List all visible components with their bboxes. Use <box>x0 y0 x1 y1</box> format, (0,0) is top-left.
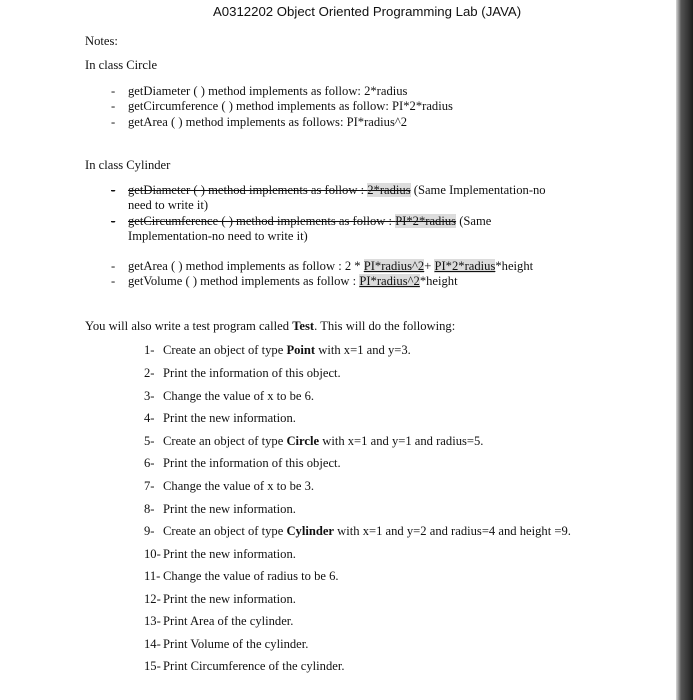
step-number: 12- <box>144 592 161 606</box>
test-step-7 <box>144 479 314 494</box>
cylinder-struck-diameter-line2: need to write it) <box>128 198 209 212</box>
struck-text: getCircumference ( ) method implements as follow : <box>128 214 396 228</box>
cylinder-heading: In class Cylinder <box>85 158 171 172</box>
struck-highlight: 2*radius <box>367 183 411 197</box>
test-step-13 <box>144 614 293 629</box>
step-text: Print the new information. <box>163 411 296 425</box>
cylinder-struck-circumference <box>128 214 491 229</box>
page-header-title: A0312202 Object Oriented Programming Lab (JAVA) <box>213 4 522 19</box>
test-step-10 <box>144 547 296 562</box>
bullet-dash: - <box>111 274 116 288</box>
step-text: Print the new information. <box>163 502 296 516</box>
circle-item-area: getArea ( ) method implements as follows: PI*radius^2 <box>128 115 408 129</box>
formula-text: getArea ( ) method implements as follow : 2 * <box>128 259 364 273</box>
test-step-4 <box>144 411 296 426</box>
page-edge-shadow <box>676 0 693 700</box>
intro-class-name: Test <box>292 319 315 333</box>
step-text: Print the information of this object. <box>163 456 341 470</box>
step-number: 6- <box>144 456 155 470</box>
struck-note: (Same <box>456 214 492 228</box>
test-step-5 <box>144 434 483 449</box>
step-text: Print Volume of the cylinder. <box>163 637 309 651</box>
step-text: Print the information of this object. <box>163 366 341 380</box>
step-text: Create an object of type <box>163 343 287 357</box>
notes-label: Notes: <box>85 34 118 48</box>
test-step-12 <box>144 592 296 607</box>
step-number: 13- <box>144 614 161 628</box>
step-number: 4- <box>144 411 155 425</box>
step-text: Print the new information. <box>163 592 296 606</box>
step-text: with x=1 and y=3. <box>315 343 411 357</box>
step-number: 8- <box>144 502 155 516</box>
step-text: Print Area of the cylinder. <box>163 614 294 628</box>
test-step-1 <box>144 343 411 358</box>
step-number: 3- <box>144 389 155 403</box>
test-step-15 <box>144 659 345 674</box>
cylinder-area-formula <box>128 259 533 274</box>
formula-highlight: PI*radius^2 <box>363 259 425 273</box>
circle-heading: In class Circle <box>85 58 158 72</box>
test-step-8 <box>144 502 296 517</box>
formula-text: getVolume ( ) method implements as follow : <box>128 274 360 288</box>
test-step-3 <box>144 389 314 404</box>
step-number: 5- <box>144 434 155 448</box>
test-intro <box>85 319 455 334</box>
bullet-dash: - <box>111 84 116 98</box>
test-step-9 <box>144 524 571 539</box>
cylinder-struck-diameter <box>128 183 546 198</box>
bullet-dash: - <box>111 115 116 129</box>
circle-item-diameter: getDiameter ( ) method implements as follow: 2*radius <box>128 84 408 98</box>
formula-text: + <box>424 259 435 273</box>
step-number: 11- <box>144 569 161 583</box>
test-step-11 <box>144 569 339 584</box>
formula-highlight: PI*2*radius <box>434 259 496 273</box>
step-type-name: Circle <box>286 434 320 448</box>
test-step-6 <box>144 456 341 471</box>
intro-text: You will also write a test program called <box>85 319 293 333</box>
step-text: with x=1 and y=1 and radius=5. <box>319 434 484 448</box>
formula-text: *height <box>419 274 458 288</box>
bullet-dash: - <box>111 183 116 197</box>
step-text: Change the value of x to be 3. <box>163 479 315 493</box>
formula-highlight: PI*radius^2 <box>359 274 420 288</box>
test-step-14 <box>144 637 308 652</box>
step-number: 9- <box>144 524 155 538</box>
intro-text: . This will do the following: <box>314 319 456 333</box>
bullet-dash: - <box>111 214 116 228</box>
step-text: Print the new information. <box>163 547 296 561</box>
step-text: Print Circumference of the cylinder. <box>163 659 345 673</box>
struck-text: getDiameter ( ) method implements as follow : <box>128 183 368 197</box>
cylinder-struck-circumference-line2: Implementation-no need to write it) <box>128 229 308 243</box>
step-number: 15- <box>144 659 161 673</box>
struck-highlight: PI*2*radius <box>395 214 457 228</box>
step-number: 2- <box>144 366 155 380</box>
circle-item-circumference: getCircumference ( ) method implements as follow: PI*2*radius <box>128 99 453 113</box>
step-text: with x=1 and y=2 and radius=4 and height =9. <box>334 524 571 538</box>
step-text: Change the value of x to be 6. <box>163 389 315 403</box>
step-text: Create an object of type <box>163 434 287 448</box>
step-type-name: Cylinder <box>286 524 335 538</box>
cylinder-volume-formula <box>128 274 458 289</box>
formula-text: *height <box>495 259 534 273</box>
step-number: 7- <box>144 479 155 493</box>
step-text: Create an object of type <box>163 524 287 538</box>
bullet-dash: - <box>111 99 116 113</box>
bullet-dash: - <box>111 259 116 273</box>
step-text: Change the value of radius to be 6. <box>163 569 339 583</box>
struck-note: (Same Implementation-no <box>410 183 546 197</box>
step-type-name: Point <box>286 343 316 357</box>
step-number: 10- <box>144 547 161 561</box>
test-step-2 <box>144 366 341 381</box>
step-number: 1- <box>144 343 155 357</box>
step-number: 14- <box>144 637 161 651</box>
